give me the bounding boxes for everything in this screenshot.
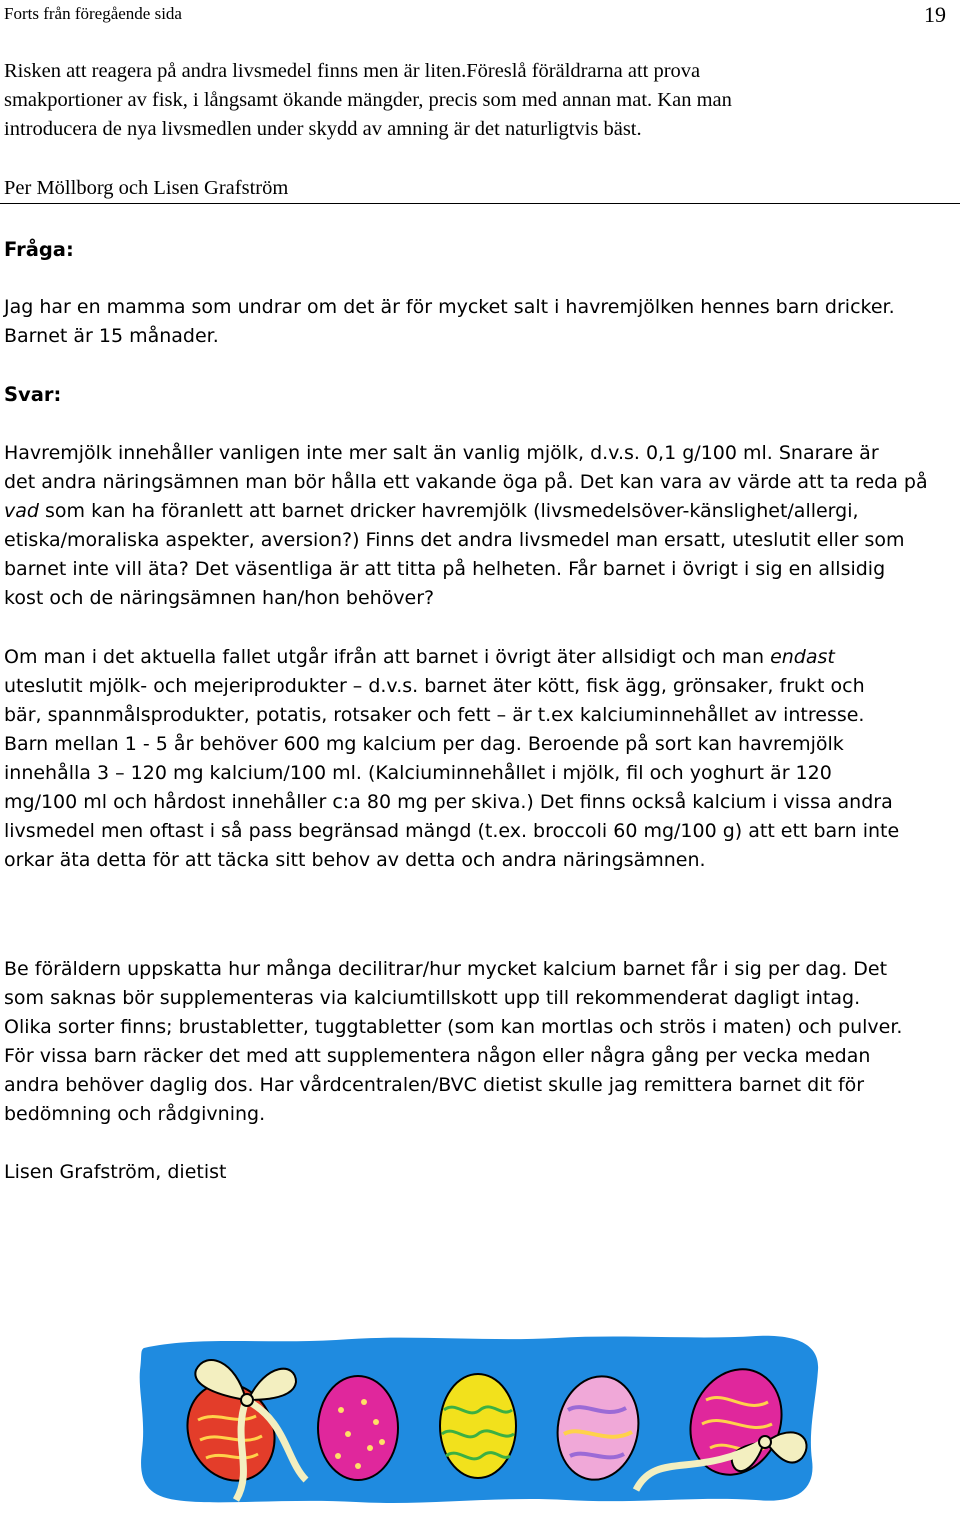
text-line: som saknas bör supplementeras via kalciumtillskott upp till rekommenderat dagligt intag. [4,987,861,1009]
text-line: Barnet är 15 månader. [4,325,219,347]
text-line: bär, spannmålsprodukter, potatis, rotsaker och fett – är t.ex kalciuminnehållet av intresse. [4,704,865,726]
text-line: Jag har en mamma som undrar om det är för mycket salt i havremjölken hennes barn dricker. [4,296,895,318]
yellow-egg-icon [440,1374,516,1478]
text-line: smakportioner av fisk, i långsamt ökande mängder, precis som med annan mat. Kan man [4,89,732,111]
easter-eggs-illustration [136,1330,826,1508]
text-line: andra behöver daglig dos. Har vårdcentralen/BVC dietist skulle jag remittera barnet dit för [4,1074,865,1096]
text-line: livsmedel men oftast i så pass begränsad mängd (t.ex. broccoli 60 mg/100 g) att ett barn inte [4,820,900,842]
intro-paragraph [4,57,956,144]
text-run: Om man i det aktuella fallet utgår ifrån att barnet i övrigt äter allsidigt och man [4,646,771,668]
text-line: Havremjölk innehåller vanligen inte mer salt än vanlig mjölk, d.v.s. 0,1 g/100 ml. Snarare är [4,442,879,464]
text-line: orkar äta detta för att täcka sitt behov av detta och andra näringsämnen. [4,849,706,871]
question-text [4,293,956,351]
question-heading: Fråga: [4,238,74,261]
italic-word: vad [4,500,39,522]
text-line: innehålla 3 – 120 mg kalcium/100 ml. (Kalciuminnehållet i mjölk, fil och yoghurt är 120 [4,762,832,784]
answer-paragraph-1 [4,439,956,613]
magenta-egg-icon [318,1376,398,1480]
answer-heading: Svar: [4,383,62,406]
text-line [4,497,956,526]
text-line: introducera de nya livsmedlen under skydd av amning är det naturligtvis bäst. [4,118,642,140]
text-line: mg/100 ml och hårdost innehåller c:a 80 mg per skiva.) Det finns också kalcium i vissa andra [4,791,893,813]
text-line: Risken att reagera på andra livsmedel finns men är liten.Föreslå föräldrarna att prova [4,60,701,82]
page-number: 19 [924,2,946,27]
answer-signature: Lisen Grafström, dietist [4,1161,227,1183]
text-line: barnet inte vill äta? Det väsentliga är att titta på helheten. Får barnet i övrigt i sig en allsidig [4,558,886,580]
text-line: etiska/moraliska aspekter, aversion?) Finns det andra livsmedel man ersatt, uteslutit eller som [4,529,905,551]
text-line: Olika sorter finns; brustabletter, tuggtabletter (som kan mortlas och strös i maten) och pulver. [4,1016,903,1038]
continued-label: Forts från föregående sida [4,4,182,23]
text-line: det andra näringsämnen man bör hålla ett vakande öga på. Det kan vara av värde att ta reda på [4,471,928,493]
text-line: kost och de näringsämnen han/hon behöver? [4,587,435,609]
text-line: För vissa barn räcker det med att supplementera någon eller några gång per vecka medan [4,1045,871,1067]
answer-paragraph-2 [4,643,956,875]
intro-signature: Per Möllborg och Lisen Grafström [4,177,289,199]
text-run: som kan ha föranlett att barnet dricker havremjölk (livsmedelsöver-känslighet/allergi, [38,500,859,522]
text-line [4,643,956,672]
answer-paragraph-3 [4,955,956,1129]
text-line: Barn mellan 1 - 5 år behöver 600 mg kalcium per dag. Beroende på sort kan havremjölk [4,733,844,755]
text-line: uteslutit mjölk- och mejeriprodukter – d.v.s. barnet äter kött, fisk ägg, grönsaker, frukt och [4,675,865,697]
section-divider [0,203,960,204]
italic-word: endast [770,646,835,668]
text-line: Be föräldern uppskatta hur många decilitrar/hur mycket kalcium barnet får i sig per dag. Det [4,958,888,980]
text-line: bedömning och rådgivning. [4,1103,266,1125]
